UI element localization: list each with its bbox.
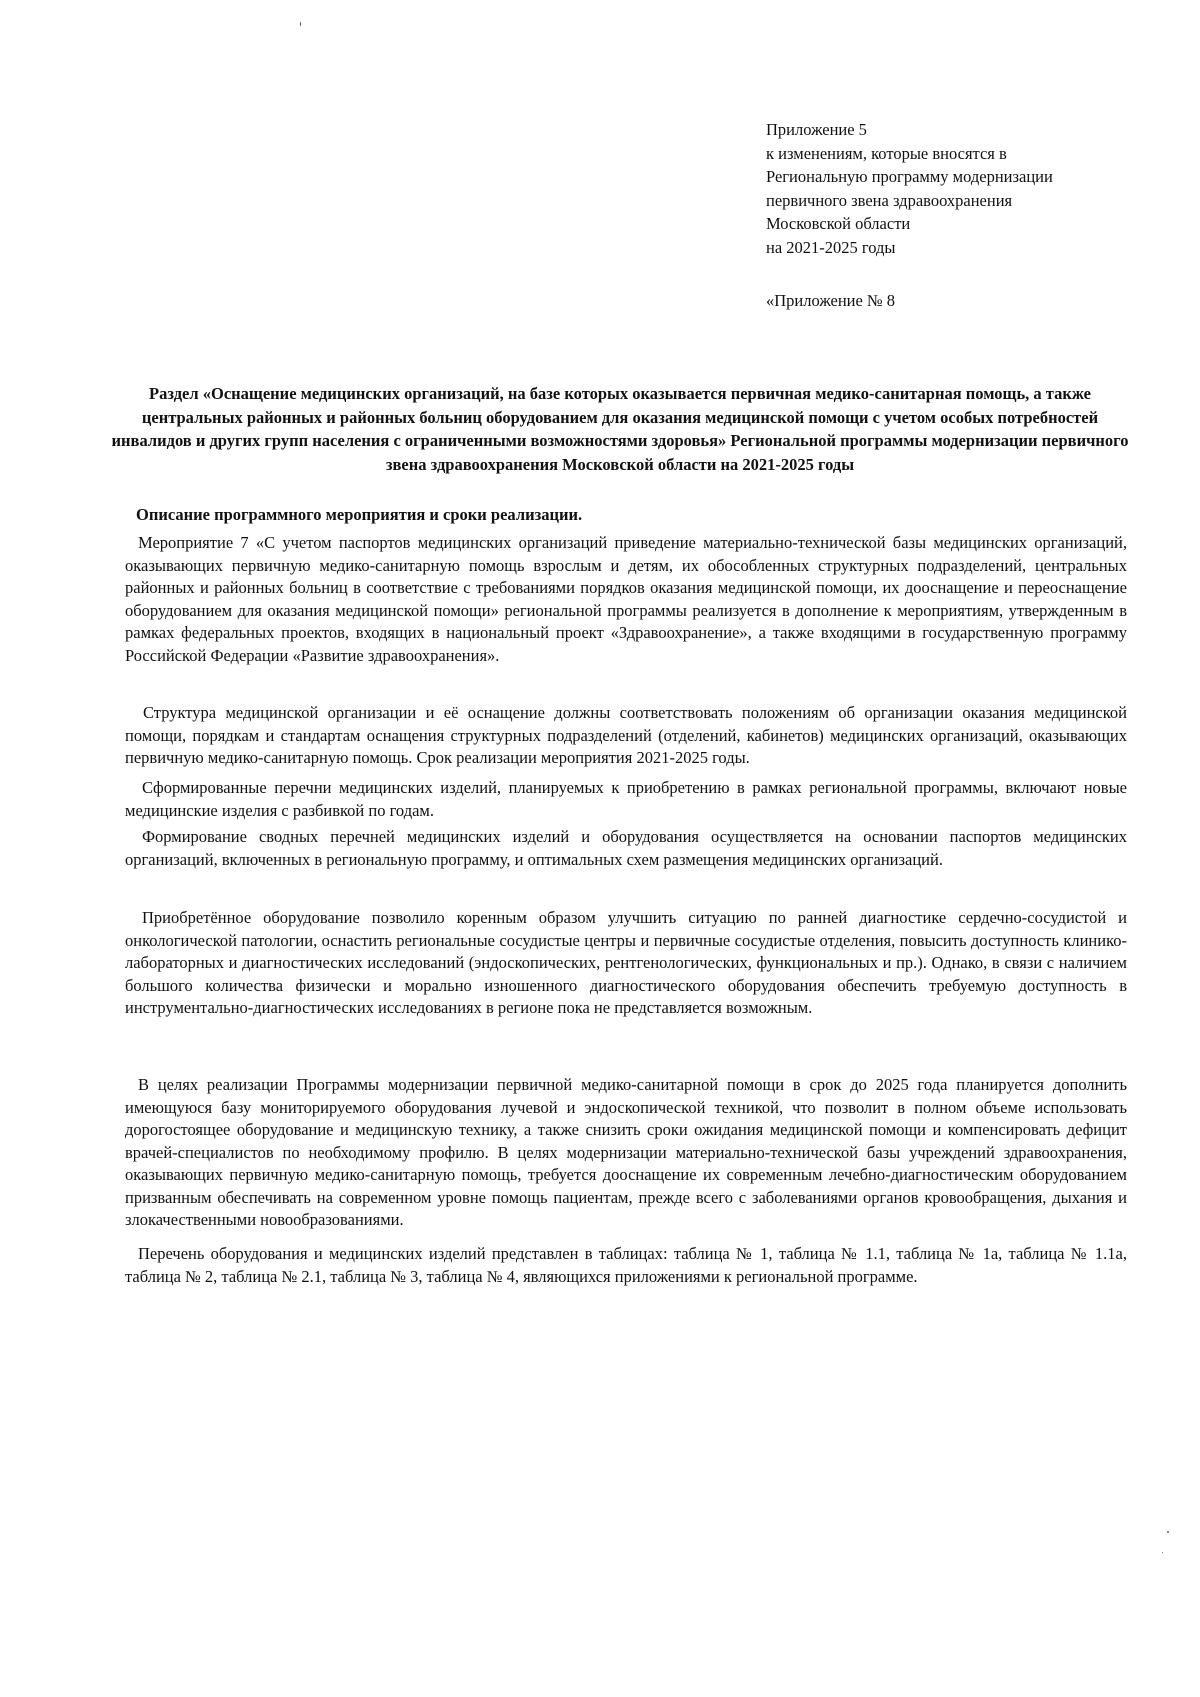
appendix-header — [766, 118, 1126, 259]
section-heading: Описание программного мероприятия и сроки реализации. — [136, 505, 583, 524]
appendix-line: на 2021-2025 годы — [766, 237, 896, 257]
appendix-line: Московской области — [766, 214, 911, 233]
paragraph-equipment-acquired: Приобретённое оборудование позволило коренным образом улучшить ситуацию по ранней диагностике сердечно-сосудистой и онкологической патологии, оснастить региональные сосудистые центры и первичные сосудистые отделения, повысить доступность клинико-лабораторных и диагностических исследований (эндоскопических, рентгенологических, функциональных и пр.). Однако, в связи с наличием большого количества физически и морально изношенного диагностического оборудования обеспечить требуемую доступность в инструментально-диагностических исследованиях в регионе пока не представляется возможным. — [125, 908, 1127, 1017]
paragraph-lists: Сформированные перечни медицинских изделий, планируемых к приобретению в рамках региональной программы, включают новые медицинские изделия с разбивкой по годам. — [125, 778, 1127, 820]
appendix-line: Приложение 5 — [766, 120, 867, 139]
paragraph-consolidated-lists: Формирование сводных перечней медицинских изделий и оборудования осуществляется на основании паспортов медицинских организаций, включенных в региональную программу, и оптимальных схем размещения медицинских организаций. — [125, 827, 1127, 869]
appendix-number: «Приложение № 8 — [766, 291, 896, 310]
paragraph-measure-7: Мероприятие 7 «С учетом паспортов медицинских организаций приведение материально-технической базы медицинских организаций, оказывающих первичную медико-санитарную помощь взрослым и детям, их обособленных структурных подразделений, центральных районных и районных больниц в соответствие с требованиями порядков оказания медицинской помощи, их дооснащение и переоснащение оборудованием для оказания медицинской помощи» региональной программы реализуется в дополнение к мероприятиям, утвержденным в рамках федеральных проектов, входящих в национальный проект «Здравоохранение», а также входящими в государственную программу Российской Федерации «Развитие здравоохранения». — [125, 533, 1127, 665]
appendix-line: первичного звена здравоохранения — [766, 190, 1013, 210]
paragraph-tables-list: Перечень оборудования и медицинских изделий представлен в таблицах: таблица № 1, таблица № 1.1, таблица № 1а, таблица № 1.1а, таблица № 2, таблица № 2.1, таблица № 3, таблица № 4, являющихся приложениями к региональной программе. — [125, 1244, 1127, 1286]
paragraph-modernization-goals: В целях реализации Программы модернизации первичной медико-санитарной помощи в срок до 2025 года планируется дополнить имеющуюся базу мониторируемого оборудования лучевой и эндоскопической техникой, что позволит в полном объеме использовать дорогостоящее оборудование и медицинскую технику, а также снизить сроки ожидания медицинской помощи и компенсировать дефицит врачей-специалистов по необходимому профилю. В целях модернизации материально-технической базы учреждений здравоохранения, оказывающих первичную медико-санитарную помощь, требуется дооснащение их современным лечебно-диагностическим оборудованием призванным обеспечивать на современном уровне помощь пациентам, прежде всего с заболеваниями органов кровообращения, дыхания и злокачественными новообразованиями. — [125, 1075, 1127, 1229]
paragraph-structure: Структура медицинской организации и её оснащение должны соответствовать положениям об организации оказания медицинской помощи, порядкам и стандартам оснащения структурных подразделений (отделений, кабинетов) медицинских организаций, оказывающих первичную медико-санитарную помощь. Срок реализации мероприятия 2021-2025 годы. — [125, 703, 1127, 767]
appendix-line: Региональную программу модернизации — [766, 167, 1053, 186]
scan-speck — [300, 22, 301, 26]
scan-speck — [1167, 1531, 1169, 1533]
section-title: Раздел «Оснащение медицинских организаций, на базе которых оказывается первичная медико-санитарная помощь, а также центральных районных и районных больниц оборудованием для оказания медицинской помощи с учетом особых потребностей инвалидов и других групп населения с ограниченными возможностями здоровья» Региональной программы модернизации первичного звена здравоохранения Московской области на 2021-2025 годы — [111, 384, 1129, 474]
scan-speck — [1162, 1552, 1163, 1553]
appendix-line: к изменениям, которые вносятся в — [766, 143, 1007, 163]
